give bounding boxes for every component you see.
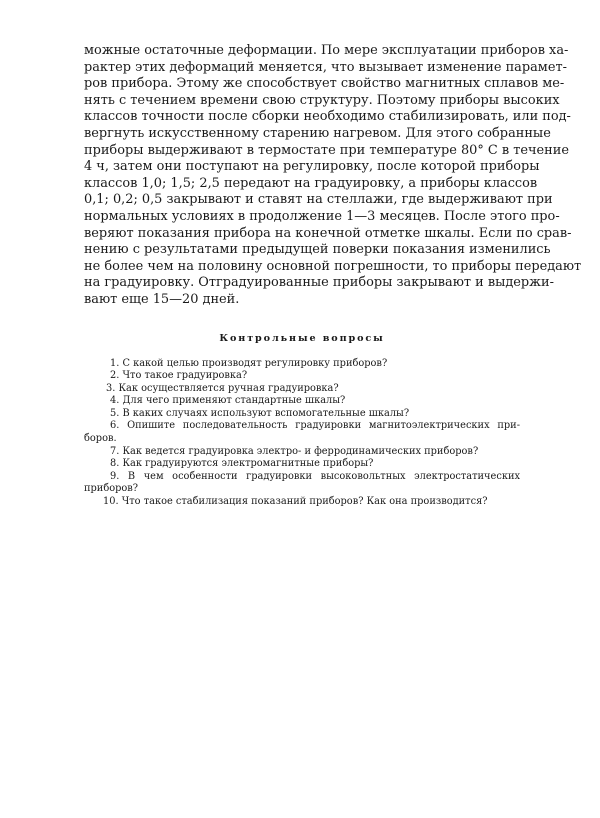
paragraph-line: приборы выдерживают в термостате при температуре 80° С в течение bbox=[84, 142, 569, 158]
question-text: 2. Что такое градуировка? bbox=[110, 370, 248, 382]
question-text: 5. В каких случаях используют вспомогательные шкалы? bbox=[110, 407, 410, 419]
paragraph-line: классов точности после сборки необходимо стабилизировать, или под- bbox=[84, 109, 571, 125]
question-text: 8. Как градуируются электромагнитные приборы? bbox=[110, 458, 374, 470]
paragraph-line: нению с результатами предыдущей поверки показания изменились bbox=[84, 242, 551, 258]
question-item bbox=[84, 458, 520, 471]
paragraph-line: веряют показания прибора на конечной отметке шкалы. Если по срав- bbox=[84, 225, 572, 241]
paragraph-line: 0,1; 0,2; 0,5 закрывают и ставят на стеллажи, где выдерживают при bbox=[84, 192, 553, 208]
question-item bbox=[84, 420, 520, 445]
question-item bbox=[84, 446, 520, 459]
paragraph-line: вергнуть искусственному старению нагревом. Для этого собранные bbox=[84, 125, 551, 141]
body-paragraph bbox=[84, 43, 582, 309]
paragraph-line: ров прибора. Этому же способствует свойство магнитных сплавов ме- bbox=[84, 76, 565, 92]
question-text: 6. Опишите последовательность градуировки магнитоэлектрических при- bbox=[110, 420, 520, 432]
paragraph-line: 4 ч, затем они поступают на регулировку, после которой приборы bbox=[84, 159, 540, 175]
section-title: Контрольные вопросы bbox=[219, 332, 385, 344]
paragraph-line: не более чем на половину основной погрешности, то приборы передают bbox=[84, 258, 582, 274]
question-text: 1. С какой целью производят регулировку приборов? bbox=[110, 357, 388, 369]
question-text: 4. Для чего применяют стандартные шкалы? bbox=[110, 395, 346, 407]
question-text: 7. Как ведется градуировка электро- и ферродинамических приборов? bbox=[110, 445, 479, 457]
question-item bbox=[84, 471, 520, 496]
question-text: боров. bbox=[84, 433, 117, 445]
paragraph-line: можные остаточные деформации. По мере эксплуатации приборов ха- bbox=[84, 43, 569, 58]
question-text: 3. Как осуществляется ручная градуировка? bbox=[106, 382, 339, 394]
paragraph-line: на градуировку. Отградуированные приборы закрывают и выдержи- bbox=[84, 275, 554, 291]
question-item bbox=[84, 395, 520, 408]
question-text: 10. Что такое стабилизация показаний приборов? Как она производится? bbox=[103, 496, 488, 508]
question-text: 9. В чем особенности градуировки высоковольтных электростатических bbox=[110, 470, 520, 482]
paragraph-line: вают еще 15—20 дней. bbox=[84, 291, 240, 307]
question-text: приборов? bbox=[84, 483, 139, 495]
question-item bbox=[84, 383, 520, 396]
document-page bbox=[84, 43, 582, 509]
question-item bbox=[84, 358, 520, 371]
paragraph-line: классов 1,0; 1,5; 2,5 передают на градуировку, а приборы классов bbox=[84, 175, 538, 191]
paragraph-line: нормальных условиях в продолжение 1—3 месяцев. После этого про- bbox=[84, 208, 560, 224]
paragraph-line: нять с течением времени свою структуру. Поэтому приборы высоких bbox=[84, 92, 560, 108]
question-item bbox=[84, 370, 520, 383]
paragraph-line: рактер этих деформаций меняется, что вызывает изменение парамет- bbox=[84, 59, 567, 75]
questions-list bbox=[84, 358, 520, 509]
question-item bbox=[84, 408, 520, 421]
question-item bbox=[84, 496, 520, 509]
